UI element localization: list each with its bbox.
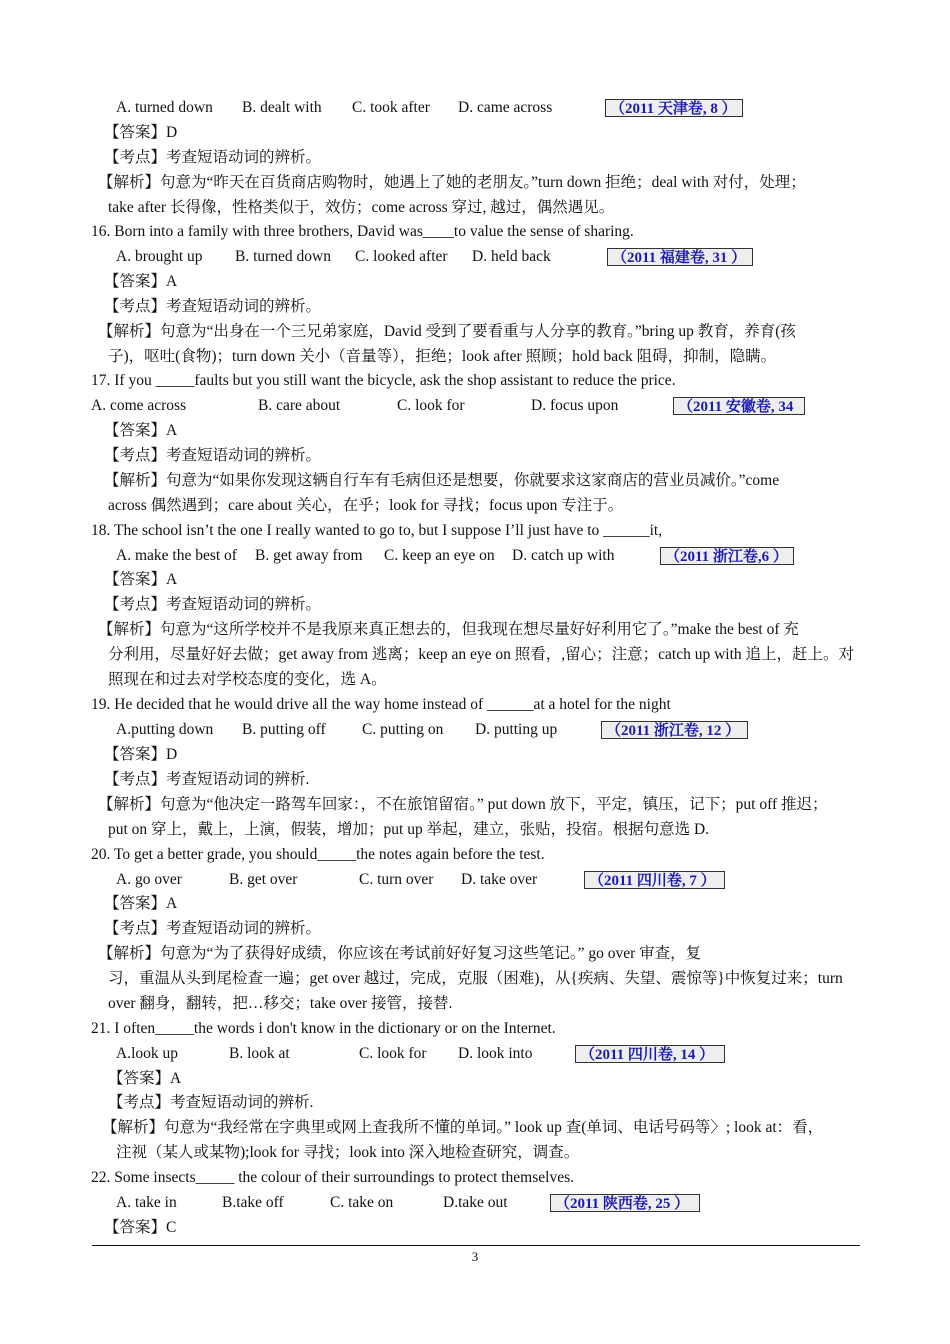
source-tag: （2011 浙江卷, 12 ） (601, 721, 748, 739)
option-c: C. took after (352, 99, 430, 116)
option-d: D. look into (458, 1045, 533, 1062)
analysis-line: 【解析】句意为“为了获得好成绩，你应该在考试前好好复习这些笔记。” go over 审查，复 (98, 945, 702, 962)
option-d: D. catch up with (512, 547, 615, 564)
question-stem: 19. He decided that he would drive all the way home instead of ______at a hotel for the night (91, 696, 671, 713)
answer-line: 【答案】D (104, 124, 178, 141)
exam-point-line: 【考点】考查短语动词的辨析。 (104, 920, 322, 937)
analysis-line: 照现在和过去对学校态度的变化，选 A。 (108, 671, 387, 688)
analysis-line: 【解析】句意为“如果你发现这辆自行车有毛病但还是想要，你就要求这家商店的营业员减价。”come (104, 472, 780, 489)
option-a: A. take in (116, 1194, 177, 1211)
exam-point-line: 【考点】考查短语动词的辨析。 (104, 149, 322, 166)
option-b: B.take off (222, 1194, 284, 1211)
analysis-line: across 偶然遇到；care about 关心，在乎；look for 寻找；focus upon 专注于。 (108, 497, 624, 514)
analysis-line: put on 穿上，戴上，上演，假装，增加；put up 举起，建立，张贴，投宿。根据句意选 D. (108, 821, 710, 838)
option-b: B. dealt with (242, 99, 322, 116)
exam-point-line: 【考点】考查短语动词的辨析. (108, 1094, 314, 1111)
option-c: C. look for (397, 397, 465, 414)
option-d: D. focus upon (531, 397, 619, 414)
analysis-line: 子)，呕吐(食物)；turn down 关小（音量等），拒绝；look after 照顾；hold back 阻碍，抑制，隐瞒。 (108, 348, 777, 365)
option-c: C. putting on (362, 721, 444, 738)
option-a: A.putting down (116, 721, 214, 738)
option-a: A.look up (116, 1045, 178, 1062)
option-a: A. make the best of (116, 547, 237, 564)
source-tag: （2011 四川卷, 14 ） (575, 1045, 725, 1063)
source-tag: （2011 四川卷, 7 ） (584, 871, 725, 889)
source-tag: （2011 陕西卷, 25 ） (550, 1194, 700, 1212)
option-b: B. get over (229, 871, 298, 888)
exam-point-line: 【考点】考查短语动词的辨析. (104, 771, 310, 788)
source-tag: （2011 福建卷, 31 ） (607, 248, 753, 266)
question-stem: 20. To get a better grade, you should_____the notes again before the test. (91, 846, 545, 863)
analysis-line: 【解析】句意为“他决定一路驾车回家：，不在旅馆留宿。” put down 放下，平定，镇压，记下；put off 推迟； (98, 796, 828, 813)
source-tag: （2011 安徽卷, 34 (673, 397, 805, 415)
option-d: D. take over (461, 871, 538, 888)
option-a: A. turned down (116, 99, 213, 116)
analysis-line: over 翻身，翻转，把…移交；take over 接管，接替. (108, 995, 453, 1012)
analysis-line: 【解析】句意为“这所学校并不是我原来真正想去的，但我现在想尽量好好利用它了。”make the best of 充 (98, 621, 799, 638)
option-d: D. came across (458, 99, 553, 116)
option-b: B. look at (229, 1045, 290, 1062)
option-c: C. looked after (355, 248, 448, 265)
option-c: C. turn over (359, 871, 434, 888)
exam-point-line: 【考点】考查短语动词的辨析。 (104, 298, 322, 315)
option-c: C. look for (359, 1045, 427, 1062)
answer-line: 【答案】A (108, 1070, 182, 1087)
option-b: B. get away from (255, 547, 363, 564)
answer-line: 【答案】A (104, 895, 178, 912)
option-d: D. held back (472, 248, 551, 265)
answer-line: 【答案】C (104, 1219, 177, 1236)
analysis-line: 习，重温从头到尾检查一遍；get over 越过，完成，克服（困难)，从{疾病、失望、震惊等}中恢复过来；turn (108, 970, 843, 987)
option-a: A. come across (91, 397, 187, 414)
option-c: C. take on (330, 1194, 394, 1211)
analysis-line: 【解析】句意为“昨天在百货商店购物时，她遇上了她的老朋友。”turn down 拒绝；deal with 对付，处理； (98, 174, 806, 191)
page-number: 3 (471, 1249, 479, 1264)
option-a: A. go over (116, 871, 182, 888)
analysis-line: 【解析】句意为“出身在一个三兄弟家庭，David 受到了要看重与人分享的教育。”bring up 教育，养育(孩 (98, 323, 796, 340)
option-d: D.take out (443, 1194, 508, 1211)
question-stem: 21. I often_____the words i don't know in the dictionary or on the Internet. (91, 1020, 556, 1037)
option-a: A. brought up (116, 248, 203, 265)
option-b: B. putting off (242, 721, 326, 738)
answer-line: 【答案】A (104, 571, 178, 588)
answer-line: 【答案】D (104, 746, 178, 763)
analysis-line: 注视（某人或某物);look for 寻找；look into 深入地检查研究，调查。 (116, 1144, 580, 1161)
question-stem: 17. If you _____faults but you still want the bicycle, ask the shop assistant to reduce the price. (91, 372, 676, 389)
option-b: B. turned down (235, 248, 332, 265)
option-d: D. putting up (475, 721, 558, 738)
exam-point-line: 【考点】考查短语动词的辨析。 (104, 596, 322, 613)
question-stem: 18. The school isn’t the one I really wanted to go to, but I suppose I’ll just have to ______it, (91, 522, 663, 539)
question-stem: 22. Some insects_____ the colour of their surroundings to protect themselves. (91, 1169, 574, 1186)
source-tag: （2011 浙江卷,6 ） (660, 547, 794, 565)
source-tag: （2011 天津卷, 8 ） (605, 99, 743, 117)
answer-line: 【答案】A (104, 422, 178, 439)
option-b: B. care about (258, 397, 341, 414)
answer-line: 【答案】A (104, 273, 178, 290)
option-c: C. keep an eye on (384, 547, 495, 564)
exam-point-line: 【考点】考查短语动词的辨析。 (104, 447, 322, 464)
analysis-line: take after 长得像，性格类似于，效仿；come across 穿过, 越过，偶然遇见。 (108, 199, 615, 216)
question-stem: 16. Born into a family with three brothers, David was____to value the sense of sharing. (91, 223, 634, 240)
analysis-line: 分利用，尽量好好去做；get away from 逃离；keep an eye on 照看，,留心；注意；catch up with 追上，赶上。对 (108, 646, 855, 663)
footer-rule (92, 1245, 860, 1246)
analysis-line: 【解析】句意为“我经常在字典里或网上查我所不懂的单词。” look up 查(单词、电话号码等〉; look at：看， (102, 1119, 824, 1136)
